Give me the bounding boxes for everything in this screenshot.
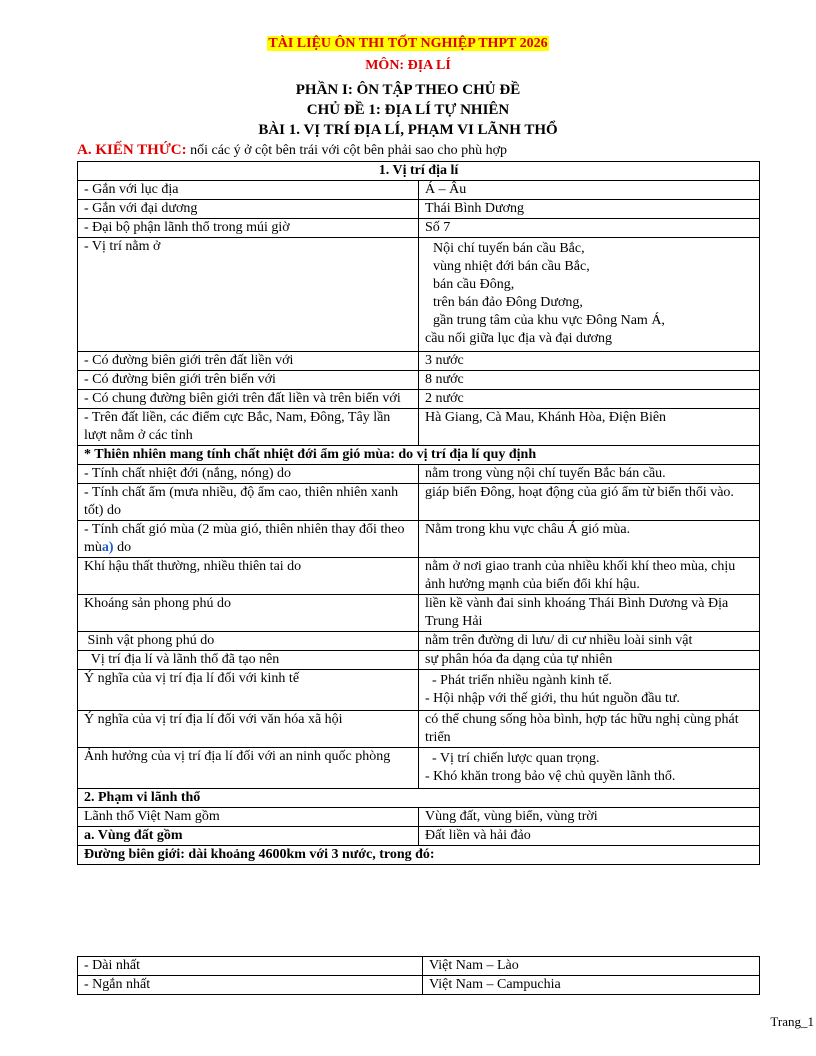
table-row — [78, 219, 760, 238]
table-row — [78, 651, 760, 670]
section-a-instruction: nối các ý ở cột bên trái với cột bên phải sao cho phù hợp — [186, 143, 507, 158]
table-row — [78, 200, 760, 219]
row-left: - Có đường biên giới trên biển với — [78, 371, 419, 390]
border-table — [77, 956, 760, 995]
position-line: trên bán đảo Đông Dương, — [433, 295, 583, 310]
document-title: TÀI LIỆU ÔN THI TỐT NGHIỆP THPT 2026 — [268, 36, 548, 51]
row-left: - Có đường biên giới trên đất liền với — [78, 352, 419, 371]
table-row — [78, 595, 760, 632]
table-row — [78, 238, 760, 352]
row-right: 3 nước — [419, 352, 760, 371]
section-2-title: 2. Phạm vi lãnh thổ — [78, 789, 760, 808]
section-1-title: 1. Vị trí địa lí — [78, 162, 760, 181]
position-list — [419, 238, 760, 352]
row-left: - Vị trí nằm ở — [78, 238, 419, 352]
position-line: cầu nối giữa lục địa và đại dương — [425, 331, 613, 346]
row-right: nằm trên đường di lưu/ di cư nhiều loài sinh vật — [419, 632, 760, 651]
table-row — [78, 957, 760, 976]
lesson-heading: BÀI 1. VỊ TRÍ ĐỊA LÍ, PHẠM VI LÃNH THỔ — [258, 122, 558, 138]
position-line: gần trung tâm của khu vực Đông Nam Á, — [433, 313, 665, 328]
table-row — [78, 558, 760, 595]
row-right: có thể chung sống hòa bình, hợp tác hữu nghị cùng phát triển — [419, 711, 760, 748]
row-left: Ý nghĩa của vị trí địa lí đối với văn hóa xã hội — [78, 711, 419, 748]
row-left: - Tính chất ẩm (mưa nhiều, độ ẩm cao, thiên nhiên xanh tốt) do — [78, 484, 419, 521]
subject-label: MÔN: ĐỊA LÍ — [365, 58, 451, 73]
economy-list — [419, 670, 760, 711]
row-left: Lãnh thổ Việt Nam gồm — [78, 808, 419, 827]
monsoon-blue-mark: a) — [101, 540, 114, 555]
row-left: - Gắn với lục địa — [78, 181, 419, 200]
row-right: sự phân hóa đa dạng của tự nhiên — [419, 651, 760, 670]
part-heading: PHẦN I: ÔN TẬP THEO CHỦ ĐỀ — [295, 82, 521, 98]
nature-title: * Thiên nhiên mang tính chất nhiệt đới ẩm gió mùa: do vị trí địa lí quy định — [78, 446, 760, 465]
row-left: - Có chung đường biên giới trên đất liền và trên biển với — [78, 390, 419, 409]
table-row — [78, 846, 760, 865]
table-row — [78, 748, 760, 789]
table-row — [78, 808, 760, 827]
row-right: Việt Nam – Campuchia — [423, 976, 760, 995]
table-row — [78, 670, 760, 711]
row-left: - Ngắn nhất — [78, 976, 423, 995]
row-left: - Gắn với đại dương — [78, 200, 419, 219]
economy-line: - Phát triển nhiều ngành kinh tế. — [425, 673, 613, 688]
border-title: Đường biên giới: dài khoảng 4600km với 3 nước, trong đó: — [78, 846, 760, 865]
row-left: Ảnh hưởng của vị trí địa lí đối với an ninh quốc phòng — [78, 748, 419, 789]
security-list — [419, 748, 760, 789]
table-row — [78, 632, 760, 651]
row-right: Nằm trong khu vực châu Á gió mùa. — [419, 521, 760, 558]
row-right: Số 7 — [419, 219, 760, 238]
table-row — [78, 789, 760, 808]
topic-heading: CHỦ ĐỀ 1: ĐỊA LÍ TỰ NHIÊN — [306, 102, 510, 118]
table-row — [78, 390, 760, 409]
row-right: 8 nước — [419, 371, 760, 390]
position-line: Nội chí tuyến bán cầu Bắc, — [433, 241, 585, 256]
table-row — [78, 976, 760, 995]
row-right: Đất liền và hải đảo — [419, 827, 760, 846]
table-row — [78, 409, 760, 446]
table-row — [78, 446, 760, 465]
table-row — [78, 465, 760, 484]
row-right: Việt Nam – Lào — [423, 957, 760, 976]
row-right: liền kề vành đai sinh khoáng Thái Bình Dương và Địa Trung Hải — [419, 595, 760, 632]
table-row — [78, 352, 760, 371]
security-line: - Vị trí chiến lược quan trọng. — [425, 751, 600, 766]
row-right: Hà Giang, Cà Mau, Khánh Hòa, Điện Biên — [419, 409, 760, 446]
row-right: Thái Bình Dương — [419, 200, 760, 219]
monsoon-left-tail: do — [113, 540, 132, 555]
table-row — [78, 162, 760, 181]
row-left — [78, 521, 419, 558]
position-line: bán cầu Đông, — [433, 277, 515, 292]
row-left: Vị trí địa lí và lãnh thổ đã tạo nên — [78, 651, 419, 670]
row-right: nằm trong vùng nội chí tuyến Bắc bán cầu. — [419, 465, 760, 484]
table-row — [78, 521, 760, 558]
row-left: Ý nghĩa của vị trí địa lí đối với kinh tế — [78, 670, 419, 711]
section-a-intro — [77, 142, 507, 159]
row-right: nằm ở nơi giao tranh của nhiều khối khí theo mùa, chịu ảnh hưởng mạnh của biến đổi khí hậu. — [419, 558, 760, 595]
row-left: - Trên đất liền, các điểm cực Bắc, Nam, Đông, Tây lần lượt nằm ở các tỉnh — [78, 409, 419, 446]
table-row — [78, 371, 760, 390]
row-left: - Dài nhất — [78, 957, 423, 976]
row-right: Á – Âu — [419, 181, 760, 200]
monsoon-left-text: - Tính chất gió mùa (2 mùa gió, thiên nhiên thay đổi theo mù — [84, 522, 405, 555]
row-left: Khí hậu thất thường, nhiều thiên tai do — [78, 558, 419, 595]
row-left: - Đại bộ phận lãnh thổ trong múi giờ — [78, 219, 419, 238]
row-right: giáp biển Đông, hoạt động của gió ẩm từ biển thổi vào. — [419, 484, 760, 521]
row-right: 2 nước — [419, 390, 760, 409]
table-row — [78, 711, 760, 748]
table-row — [78, 484, 760, 521]
row-left: - Tính chất nhiệt đới (nắng, nóng) do — [78, 465, 419, 484]
security-line: - Khó khăn trong bảo vệ chủ quyền lãnh thổ. — [425, 769, 676, 784]
page-number: Trang_1 — [770, 1014, 814, 1029]
economy-line: - Hội nhập với thế giới, thu hút nguồn đầu tư. — [425, 691, 680, 706]
row-left: Sinh vật phong phú do — [78, 632, 419, 651]
row-left: a. Vùng đất gồm — [78, 827, 419, 846]
row-left: Khoáng sản phong phú do — [78, 595, 419, 632]
position-line: vùng nhiệt đới bán cầu Bắc, — [433, 259, 590, 274]
table-row — [78, 827, 760, 846]
section-a-label: A. KIẾN THỨC: — [77, 142, 187, 158]
row-right: Vùng đất, vùng biển, vùng trời — [419, 808, 760, 827]
table-row — [78, 181, 760, 200]
knowledge-table — [77, 161, 760, 865]
